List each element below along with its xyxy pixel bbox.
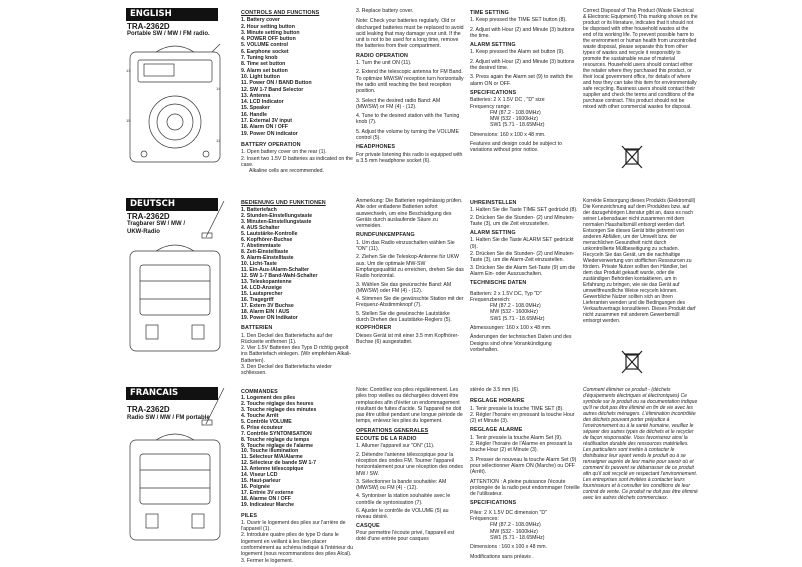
time-step: 1. Tenir pressée la touche TIME SET (8). bbox=[470, 405, 564, 412]
spec-line: Frequency range: bbox=[470, 103, 511, 110]
list-item: 19. Indicateur Marche bbox=[241, 501, 295, 508]
time-heading: UHREINSTELLEN bbox=[470, 200, 517, 206]
list-item: 14. LCD Indicator bbox=[241, 99, 284, 106]
list-item: 7. Tuning knob bbox=[241, 55, 278, 62]
radio-step: 2. Détendre l'antenne télescopique pour la réception des ondes FM. Tourner l'appareil horizontalement pour une réception des ondes MW / SW. bbox=[356, 451, 463, 477]
radio-back-illustration bbox=[126, 241, 226, 369]
spec-line: MW (532 - 1600kHz) bbox=[490, 528, 538, 535]
radio-operation-column bbox=[356, 387, 464, 546]
battery-step: 3. Den Deckel des Batteriefachs wieder schliessen. bbox=[241, 364, 332, 377]
controls-list bbox=[241, 396, 353, 508]
headphones-text: For private listening this radio is equipped with a 3.5 mm headphone socket (6). bbox=[356, 151, 463, 164]
battery-step: 2. Introduire quatre piles de type D dans le logement en veillant à les bien placer conformément au schéma indiqué à l'intérieur du logement (nous recommandons des piles Alcal). bbox=[241, 532, 354, 558]
list-item: 17. Entrée 3V externe bbox=[241, 489, 294, 496]
model-number: TRA-2362D bbox=[127, 212, 170, 221]
alarm-step: 1. Keep pressed the Alarm set button (9). bbox=[470, 49, 565, 56]
alarm-step: 3. Press again the Alarm set (9) to switch the alarm ON or OFF. bbox=[470, 74, 573, 87]
spec-line: MW (532 - 1600kHz) bbox=[490, 116, 538, 123]
headphones-text: Pour permettre l'écoute privé, l'appareil est doté d'une entrée pour casques bbox=[356, 529, 455, 543]
radio-step: 5. Adjust the volume by turning the VOLUME control (5). bbox=[356, 128, 459, 142]
list-item: 15. Lautsprecher bbox=[241, 291, 283, 298]
radio-step: 5. Stellen Sie die gewünschte Lautstärke durch Drehen des Lautstärke-Reglers (5). bbox=[356, 310, 452, 324]
controls-column bbox=[241, 387, 353, 567]
model-number: TRA-2362D bbox=[127, 22, 170, 31]
list-item: 5. VOLUME control bbox=[241, 42, 288, 49]
time-step: 1. Keep pressed the TIME SET button (8). bbox=[470, 17, 567, 24]
model-number: TRA-2362D bbox=[127, 405, 170, 414]
headphones-heading: HEADPHONES bbox=[356, 144, 396, 151]
list-item: 1. Logement des piles bbox=[241, 395, 296, 402]
list-item: 6. Earphone socket bbox=[241, 48, 289, 55]
radio-step: 1. Allumer l'appareil sur "ON" (11). bbox=[356, 443, 435, 450]
weee-text: Correct Disposal of This Product (Waste Electrical & Electronic Equipment) This marking shown on the product or its literature, indicates that it should not be disposed with other household wastes at the end of its working life. To prevent possible harm to the environment or human health from uncontrolled waste disposal, please separate this from other types of wastes and recycle it responsibly to promote the sustainable reuse of material resources. Household users should contact either the retailer where they purchased this product, or their local government office, for details of where and how they can take this item for environmentally safe recycling. Business users should contact their supplier and check the terms and conditions of the purchase contract. This product should not be mixed with other commercial wastes for disposal. bbox=[583, 8, 698, 110]
crossed-bin-icon bbox=[620, 144, 644, 170]
list-item: 19. Power ON indicator bbox=[241, 130, 298, 137]
list-item: 8. Time set button bbox=[241, 61, 286, 68]
spec-line: Piles: 2 X 1.5V DC dimension "D" bbox=[470, 509, 547, 516]
language-tab-english: ENGLISH bbox=[126, 8, 218, 21]
spec-heading: SPECIFICATIONS bbox=[470, 89, 517, 96]
radio-step: 1. Turn the unit ON (11). bbox=[356, 60, 412, 67]
spec-line: Dimensions: 160 x 100 x 48 mm. bbox=[470, 131, 546, 138]
battery-heading: BATTERIEN bbox=[241, 325, 273, 332]
product-subtitle: Portable SW / MW / FM radio. bbox=[127, 31, 210, 37]
spec-line: Batteries: 2 X 1.5V DC , "D" size bbox=[470, 97, 545, 104]
list-item: 9. Alarm-Einstelltaste bbox=[241, 255, 294, 262]
list-item: 7. Contrôle SYNTONISATION bbox=[241, 430, 312, 437]
time-step: 2. Drücken Sie die Stunden- (2) und Minuten-Taste (3), um die Zeit einzustellen. bbox=[470, 214, 575, 227]
weee-column bbox=[583, 387, 698, 504]
time-heading: REGLAGE HORAIRE bbox=[470, 398, 525, 405]
list-item: 10. Touche illumination bbox=[241, 448, 299, 455]
radio-step: 6. Ajuster le contrôle de VOLUME (5) au niveau désiré. bbox=[356, 508, 449, 521]
list-item: 4. Touche Arrêt bbox=[241, 413, 279, 420]
product-subtitle: Tragbarer SW / MW / UKW-Radio bbox=[127, 221, 186, 235]
radio-step: 3. Wählen Sie das gewünschte Band: AM (MW/SW) oder FM (4) - (12). bbox=[356, 281, 452, 294]
spec-line: MW (532 - 1600kHz) bbox=[490, 309, 538, 316]
controls-list bbox=[241, 207, 353, 321]
spec-line: SW1 (5.71 - 18.65MHz) bbox=[490, 534, 545, 541]
antenna-illustration bbox=[200, 386, 230, 426]
battery-heading: BATTERY OPERATION bbox=[241, 141, 301, 148]
spec-heading: SPECIFICATIONS bbox=[470, 500, 517, 507]
list-item: 2. Touche réglage des heures bbox=[241, 401, 314, 408]
battery-step: 1. Ouvrir le logement des piles sur l'arrière de l'appareil (1). bbox=[241, 519, 346, 533]
list-item: 1. Battery cover bbox=[241, 17, 280, 24]
radio-heading: RUNDFUNKEMPFANG bbox=[356, 232, 415, 239]
controls-heading: BEDIENUNG UND FUNKTIONEN bbox=[241, 200, 326, 206]
battery-heading: PILES bbox=[241, 512, 258, 519]
controls-column bbox=[241, 8, 353, 177]
svg-text:12: 12 bbox=[216, 138, 221, 143]
weee-column bbox=[583, 198, 698, 327]
headphones-text-continued: stéréo de 3.5 mm (6). bbox=[470, 387, 520, 393]
list-item: 11. Sélecteur M/A/Alarme bbox=[241, 454, 303, 461]
battery-step: Alkaline cells are recommended. bbox=[249, 168, 324, 175]
spec-line: Dimensions : 160 x 100 x 48 mm. bbox=[470, 544, 547, 551]
alarm-heading: ALARM SETTING bbox=[470, 230, 516, 237]
alarm-step: 3. Drücken Sie die Alarm Set-Taste (9) um die Alarm Ein- oder Auszuschalten. bbox=[470, 264, 576, 277]
list-item: 3. Minute setting button bbox=[241, 29, 300, 36]
language-tab-german: DEUTSCH bbox=[126, 198, 218, 211]
list-item: 17. Extern 3V Buchse bbox=[241, 303, 294, 310]
headphones-heading: KOPFHÖRER bbox=[356, 325, 392, 332]
controls-heading: COMMANDES bbox=[241, 389, 278, 395]
list-item: 11. Ein-Aus-/Alarm-Schalter bbox=[241, 267, 310, 274]
radio-step: 1. Um das Radio einzuschalten wählen Sie "ON" (11). bbox=[356, 239, 455, 253]
spec-line: Fréquences: bbox=[470, 516, 499, 523]
list-item: 5. Contrôle VOLUME bbox=[241, 418, 292, 425]
alarm-step: 2. Drücken Sie die Stunden- (2) und Minuten-Taste (3), um die Alarm-Zeit einzustellen. bbox=[470, 251, 575, 264]
list-item: 15. Haut-parleur bbox=[241, 477, 281, 484]
weee-text: Korrekte Entsorgung dieses Produkts (Elektromüll) Die Kennzeichnung auf dem Produktes bzw. auf der dazugehörigen Literatur gibt an, dass es nach seiner Lebensdauer nicht zusammen mit dem normalen Haushaltsmüll entsorgt werden darf. Entsorgen Sie dieses Gerät bitte getrennt von anderen Abfällen, um der Umwelt bzw. der menschlichen Gesundheit nicht durch unkontrollierte Müllbeseitigung zu schaden. Recyceln Sie das Gerät, um die nachhaltige Wiederverwertung von stofflichen Ressourcen zu fördern. Private Nutzer sollten den Händler, bei dem das Produkt gekauft wurde, oder die zuständigen Behörden kontaktieren, um in Erfahrung zu bringen, wie sie das Gerät auf umweltfreundliche Weise recyceln können. Gewerbliche Nutzer sollten sich an Ihren Lieferanten wenden und die Bedingungen des Verkaufsvertrags konsultieren. Dieses Produkt darf nicht zusammen mit anderem Gewerbemüll entsorgt werden. bbox=[583, 198, 696, 324]
alarm-step: 2. Adjust with Hour (2) and Minute (3) buttons the desired time. bbox=[470, 58, 575, 72]
list-item: 10. Licht-Taste bbox=[241, 261, 277, 268]
list-item: 18. Alarm EIN / AUS bbox=[241, 309, 290, 316]
settings-column bbox=[470, 8, 580, 157]
list-item: 15. Speaker bbox=[241, 105, 270, 112]
list-item: 14. LCD-Anzeige bbox=[241, 285, 282, 292]
radio-operation-column bbox=[356, 8, 464, 167]
antenna-illustration bbox=[200, 199, 230, 239]
list-item: 13. Antenne télescopique bbox=[241, 466, 304, 473]
time-step: 1. Halten Sie die Taste TIME SET gedrückt (8). bbox=[470, 207, 578, 214]
spec-line: Features and design could be subject to variations without prior notice. bbox=[470, 141, 562, 154]
radio-back-illustration bbox=[126, 430, 226, 558]
battery-step: 1. Open battery cover on the rear (1). bbox=[241, 149, 327, 156]
list-item: 2. Stunden-Einstellungstaste bbox=[241, 213, 313, 220]
list-item: 6. Kopfhörer-Buchse bbox=[241, 237, 293, 244]
list-item: 8. Zeit-Einstelltaste bbox=[241, 249, 289, 256]
battery-note: Note: Check your batteries regularly. Old or discharged batteries must be replaced to avoid acid leaking that may damage your unit. If the unit is not to be used for a long time, remove the batteries from their compartment. bbox=[356, 18, 464, 50]
alarm-step: 1. Tenir pressée la touche Alarm Set (9). bbox=[470, 434, 563, 441]
list-item: 9. Alarm set button bbox=[241, 67, 288, 74]
alarm-step: 2. Régler l'horaire de l'Alarme en pressant la touche Hour (2) et Minute (3). bbox=[470, 441, 573, 454]
svg-text:13: 13 bbox=[126, 68, 131, 73]
list-item: 3. Touche réglage des minutes bbox=[241, 407, 317, 414]
spec-line: FM (87.2 - 108.0MHz) bbox=[490, 522, 541, 529]
spec-line: FM (87.2 - 108.0MHz) bbox=[490, 303, 541, 310]
spec-heading: TECHNISCHE DATEN bbox=[470, 280, 527, 287]
battery-step: 3. Fermer le logement. bbox=[241, 557, 294, 564]
list-item: 6. Prise écouteur bbox=[241, 424, 283, 431]
battery-step: 2. Vier 1.5V Batterien des Typs D richtig gepolt ins Batteriefach einlegen. (Wir empfehlen Alkali-Batterien). bbox=[241, 345, 352, 364]
controls-list bbox=[241, 17, 353, 137]
settings-column bbox=[470, 387, 580, 563]
spec-line: Frequenzbereich: bbox=[470, 296, 511, 303]
radio-heading: OPERATIONS GENERALES bbox=[356, 427, 429, 434]
radio-step: 3. Select the desired radio Band: AM (MW/SW) or FM (4) - (12). bbox=[356, 97, 441, 110]
alarm-step: 1. Halten Sie die Taste ALARM SET gedrückt (9). bbox=[470, 237, 574, 250]
controls-column bbox=[241, 198, 353, 380]
spec-line: Modifications sans préavis . bbox=[470, 553, 534, 560]
list-item: 4. POWER OFF button bbox=[241, 36, 296, 43]
list-item: 7. Abstimmtaste bbox=[241, 243, 281, 250]
battery-step: 1. Den Deckel des Batteriefachs auf der Rückseite entfernen (1). bbox=[241, 332, 333, 345]
radio-step: 4. Tune to the desired station with the Tuning knob (7). bbox=[356, 113, 460, 126]
list-item: 16. Tragegriff bbox=[241, 297, 274, 304]
spec-line: Änderungen der technischen Daten und des Designs sind ohne Vorankündigung vorbehalten. bbox=[470, 334, 572, 353]
list-item: 14. Viseur LCD bbox=[241, 472, 278, 479]
settings-column bbox=[470, 198, 580, 356]
list-item: 19. Power ON Indikator bbox=[241, 315, 298, 322]
list-item: 18. Alarme ON / OFF bbox=[241, 495, 291, 502]
controls-heading: CONTROLS AND FUNCTIONS bbox=[241, 10, 320, 16]
english-section bbox=[0, 0, 802, 189]
spec-line: FM (87.2 - 108.0MHz) bbox=[490, 109, 541, 116]
svg-text:14: 14 bbox=[216, 86, 221, 91]
crossed-bin-icon bbox=[620, 349, 644, 375]
headphones-text: Dieses Gerät ist mit einer 3.5 mm Kopfhörer-Buchse (6) ausgestattet. bbox=[356, 332, 459, 345]
battery-note: Note: Contrôlez vos piles régulièrement. Les piles trop vieilles ou déchargées doivent être remplacées afin d'éviter un endommagement résultant de fuites d'acide. Si l'appareil ne doit pas être utilisé pendant une longue période de temps, enlevez les piles du logement. bbox=[356, 387, 463, 425]
list-item: 3. Minuten-Einstellungstaste bbox=[241, 219, 312, 226]
product-subtitle: Radio SW / MW / FM portable bbox=[127, 415, 210, 421]
list-item: 5. Lautstärke-Kontrolle bbox=[241, 231, 298, 238]
headphones-heading: CASQUE bbox=[356, 522, 380, 529]
radio-step: 4. Stimmen Sie die gewünschte Station mit der Frequenz-Abstimmknopf (7). bbox=[356, 296, 464, 309]
radio-step: 2. Extend the telescopic antenna for FM Band. To optimize MW/SW reception turn horizontally the radio until reaching the best reception position. bbox=[356, 69, 464, 95]
spec-line: SW1 (5.71 - 18.65MHz) bbox=[490, 122, 545, 129]
spec-line: SW1 (5.71 - 18.65MHz) bbox=[490, 315, 545, 322]
battery-replace: 3. Replace battery cover. bbox=[356, 8, 414, 14]
list-item: 10. Light button bbox=[241, 73, 280, 80]
alarm-step: 3. Presser de nouveau la touche Alarm Set (9) pour sélectionner Alarm ON (Marche) ou OFF (Arrêt). bbox=[470, 456, 577, 476]
spec-line: Batterien: 2 x 1.5V DC, Typ "D" bbox=[470, 290, 542, 297]
list-item: 16. Handle bbox=[241, 111, 267, 118]
list-item: 12. SW 1-7 Band Selector bbox=[241, 86, 304, 93]
weee-text: Comment éliminer ce produit - (déchets d'équipements électriques et électroniques) Ce symbole sur le produit ou sa documentation indique qu'il ne doit pas être éliminé en fin de vie avec les autres déchets ménagers. L'élimination incontrôlée des déchets pouvant porter préjudice à l'environnement ou à la santé humaine, veuillez le séparer des autres types de déchets et le recycler de façon responsable. Vous favoriserez ainsi la réutilisation durable des ressources matérielles. Les particuliers sont invités à contacter le distributeur leur ayant vendu le produit ou à se renseigner auprès de leur mairie pour savoir où et comment ils peuvent se débarrasser de ce produit afin qu'il soit recyclé en respectant l'environnement. Les entreprises sont invitées à contacter leurs fournisseurs et à consulter les conditions de leur contrat de vente. Ce produit ne doit pas être éliminé avec les autres déchets commerciaux. bbox=[583, 387, 698, 501]
list-item: 12. SW 1-7 Band-Wahl-Schalter bbox=[241, 273, 318, 280]
list-item: 17. External 3V input bbox=[241, 118, 293, 125]
weee-column bbox=[583, 8, 698, 113]
battery-step: 2. Insert two 1.5V D batteries as indicated on the case. bbox=[241, 155, 353, 168]
radio-step: 4. Syntoniser la station souhaitée avec le contrôle de syntonisation (7). bbox=[356, 493, 451, 506]
time-step: 2. Adjust with Hour (2) and Minute (3) buttons the time. bbox=[470, 26, 575, 39]
attention-note: ATTENTION : A pleine puissance l'écoute prolongée de la radio peut endommager l'oreille de l'utilisateur. bbox=[470, 478, 580, 498]
french-section bbox=[0, 384, 802, 567]
radio-subheading: ECOUTE DE LA RADIO bbox=[356, 436, 417, 443]
list-item: 9. Touche réglage de l'alarme bbox=[241, 442, 314, 449]
battery-note: Anmerkung: Die Batterien regelmässig prüfen. Alte oder entladene Batterien sofort auswechseln, um eine Beschädigung des Geräts durch auslaufende Säure zu vermeiden. bbox=[356, 198, 463, 230]
list-item: 1. Batteriefach bbox=[241, 207, 277, 214]
list-item: 16. Poignée bbox=[241, 483, 270, 490]
list-item: 2. Hour setting button bbox=[241, 23, 295, 30]
alarm-heading: REGLAGE ALARME bbox=[470, 427, 523, 434]
time-heading: TIME SETTING bbox=[470, 10, 509, 16]
spec-line: Abmessungen: 160 x 100 x 48 mm. bbox=[470, 325, 552, 332]
list-item: 11. Power ON / BAND Button bbox=[241, 80, 312, 87]
list-item: 18. Alarm ON / OFF bbox=[241, 124, 289, 131]
list-item: 12. Sélecteur de bande SW 1-7 bbox=[241, 460, 316, 467]
radio-operation-column bbox=[356, 198, 464, 348]
radio-heading: RADIO OPERATION bbox=[356, 52, 409, 59]
language-tab-french: FRANCAIS bbox=[126, 387, 218, 400]
list-item: 8. Touche réglage du temps bbox=[241, 436, 310, 443]
list-item: 4. AUS Schalter bbox=[241, 225, 280, 232]
radio-front-illustration bbox=[126, 42, 226, 170]
list-item: 13. Antenna bbox=[241, 92, 271, 99]
alarm-heading: ALARM SETTING bbox=[470, 42, 516, 49]
list-item: 13. Teleskopantenne bbox=[241, 279, 292, 286]
radio-step: 3. Sélectionner la bande souhaitée: AM (MW/SW) ou FM (4) - (12). bbox=[356, 478, 447, 492]
radio-step: 2. Ziehen Sie die Teleskop-Antenne für UKW aus. Um die optimale MW-SW Empfangsqualität zu erreichen, drehen Sie das Radio horizontal. bbox=[356, 254, 464, 280]
german-section bbox=[0, 193, 802, 382]
svg-text:15: 15 bbox=[126, 118, 131, 123]
time-step: 2. Régler l'horaire en pressant la touche Hour (2) et Minute (3). bbox=[470, 411, 575, 425]
